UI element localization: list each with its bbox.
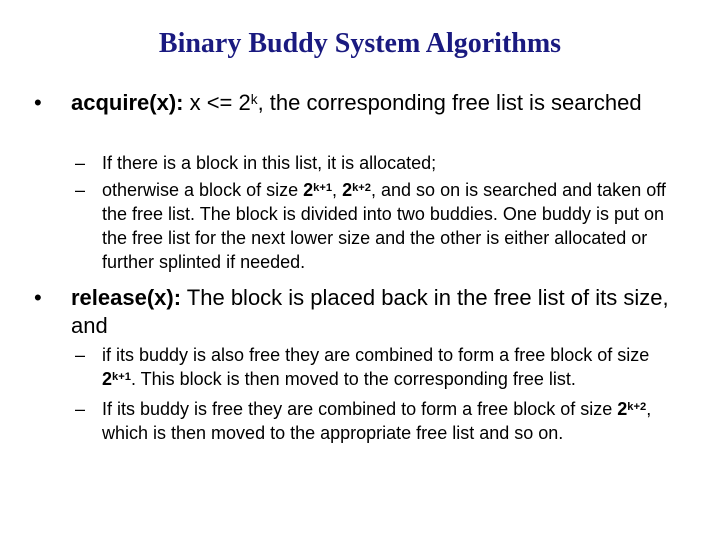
- release-bullet: [34, 284, 674, 340]
- power-2-k2: [617, 399, 646, 419]
- base-two: 2: [342, 180, 353, 200]
- release-sub-2-a: If its buddy is free they are combined to form a free block of size: [102, 399, 618, 419]
- release-sub-2-b: , which is then moved to the appropriate free list and so on.: [102, 399, 652, 443]
- acquire-label: acquire(x):: [71, 90, 184, 115]
- power-2-k1: [102, 369, 131, 389]
- sup-k2: k+2: [352, 181, 372, 194]
- acquire-sup-k: k: [250, 91, 258, 107]
- sup-k2: k+2: [627, 400, 647, 413]
- acquire-text-a: x <= 2: [183, 90, 251, 115]
- acquire-sub-2-b: , and so on is searched and taken off the free list. The block is divided into two buddies. One buddy is put on the free list for the next lower size and the other is either allocated or further splinted if needed.: [102, 180, 666, 272]
- dash-marker: –: [75, 153, 86, 173]
- acquire-sub-2-text: [102, 178, 675, 274]
- base-two: 2: [102, 369, 113, 389]
- bullet-marker: •: [34, 285, 42, 310]
- base-two: 2: [617, 399, 628, 419]
- dash-marker: –: [75, 345, 86, 365]
- sup-k1: k+1: [112, 370, 131, 383]
- acquire-sub-2: [75, 178, 675, 274]
- release-sub-1-b: . This block is then moved to the corresponding free list.: [130, 369, 576, 389]
- release-sub-1: [75, 343, 675, 391]
- acquire-sub-1-text: If there is a block in this list, it is allocated;: [102, 153, 437, 173]
- power-2-k2: [342, 180, 371, 200]
- release-label: release(x):: [71, 285, 182, 310]
- comma: ,: [332, 180, 343, 200]
- acquire-text-b: , the corresponding free list is searched: [257, 90, 642, 115]
- dash-marker: –: [75, 180, 86, 200]
- release-sub-2-text: [102, 397, 675, 445]
- sup-k1: k+1: [313, 181, 333, 194]
- bullet-marker: •: [34, 90, 42, 115]
- acquire-text: [71, 89, 674, 117]
- dash-marker: –: [75, 399, 86, 419]
- release-text: [71, 284, 674, 340]
- base-two: 2: [303, 180, 314, 200]
- acquire-sub-2-a: otherwise a block of size: [102, 180, 304, 200]
- acquire-sub-1: [75, 151, 675, 175]
- slide-title: Binary Buddy System Algorithms: [158, 28, 562, 59]
- release-sub-1-text: [102, 343, 675, 391]
- release-text-body: The block is placed back in the free list of its size, and: [71, 285, 669, 338]
- acquire-bullet: [34, 89, 674, 117]
- power-2-k1: [303, 180, 332, 200]
- release-sub-1-a: if its buddy is also free they are combined to form a free block of size: [102, 345, 650, 365]
- release-sub-2: [75, 397, 675, 445]
